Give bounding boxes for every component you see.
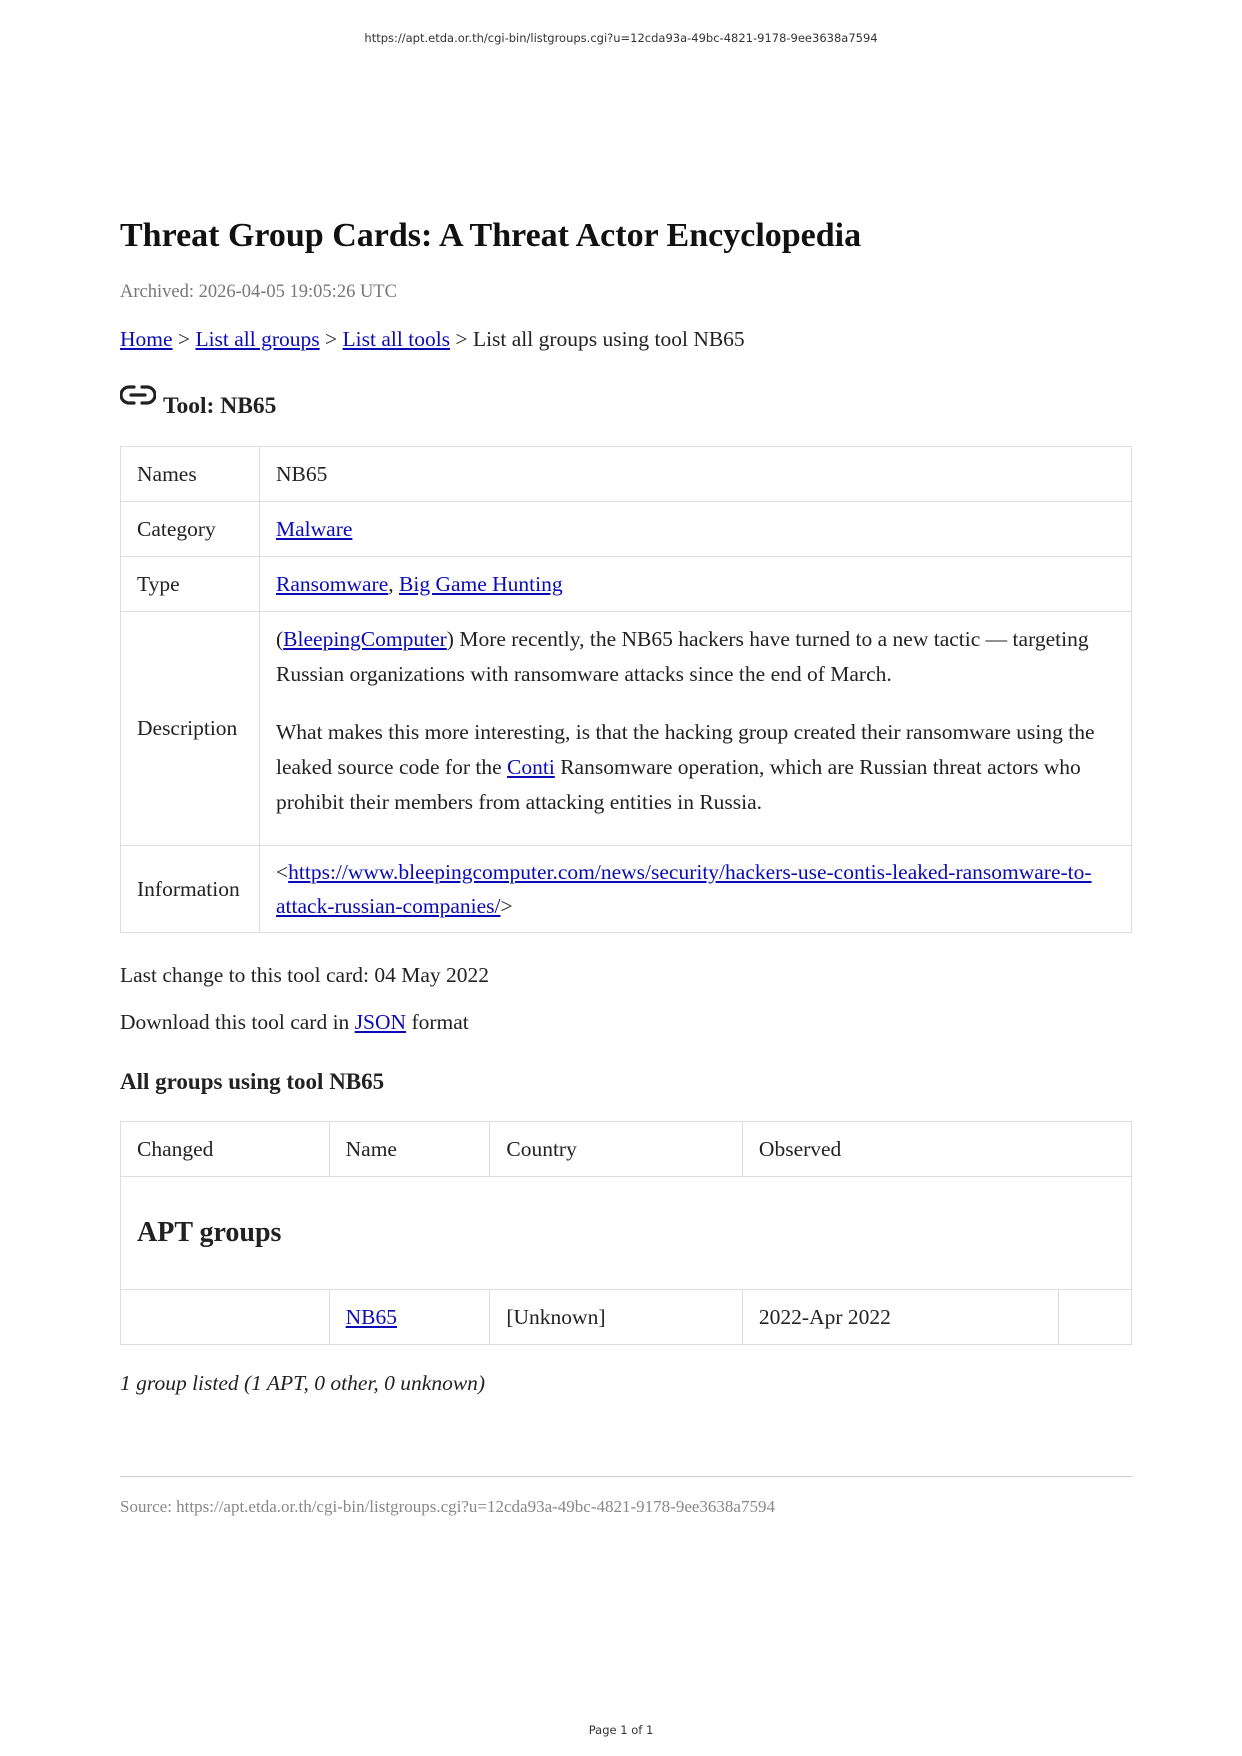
description-paragraph xyxy=(276,622,1115,692)
cell-changed xyxy=(121,1290,330,1345)
tool-heading-text: Tool: NB65 xyxy=(163,393,277,419)
breadcrumb-separator: > xyxy=(177,327,191,351)
information-value-cell xyxy=(260,846,1132,933)
description-value-cell xyxy=(260,612,1132,846)
angle-close: > xyxy=(500,894,513,918)
col-header-observed: Observed xyxy=(742,1122,1131,1177)
table-row xyxy=(121,1290,1132,1345)
bleepingcomputer-link[interactable]: BleepingComputer xyxy=(283,627,447,651)
page-title: Threat Group Cards: A Threat Actor Encyclopedia xyxy=(120,217,862,254)
print-header-url: https://apt.etda.or.th/cgi-bin/listgroups.cgi?u=12cda93a-49bc-4821-9178-9ee3638a7594 xyxy=(364,31,878,45)
breadcrumb-home-link[interactable]: Home xyxy=(120,327,173,351)
type-ransomware-link[interactable]: Ransomware xyxy=(276,571,389,596)
table-row xyxy=(121,447,1132,502)
breadcrumb-current: List all groups using tool NB65 xyxy=(472,327,745,351)
breadcrumb-all-groups-link[interactable]: List all groups xyxy=(195,327,320,351)
category-value-cell xyxy=(260,502,1132,557)
col-header-name: Name xyxy=(329,1122,490,1177)
category-malware-link[interactable]: Malware xyxy=(276,516,353,541)
paren-open: ( xyxy=(276,627,284,651)
footer-divider xyxy=(120,1476,1132,1477)
page-number: Page 1 of 1 xyxy=(588,1723,654,1737)
category-label: Category xyxy=(121,502,260,557)
group-nb65-link[interactable]: NB65 xyxy=(345,1304,398,1329)
main-content xyxy=(120,210,1132,1517)
breadcrumb-separator: > xyxy=(455,327,468,351)
table-row xyxy=(121,502,1132,557)
groups-table xyxy=(120,1121,1132,1345)
section-row xyxy=(121,1177,1132,1290)
description-text: ) More recently, the NB65 hackers have turned to a new tactic — targeting Russian organizations with ransomware attacks since the end of March. xyxy=(276,627,1089,686)
cell-name xyxy=(329,1290,490,1345)
groups-heading: All groups using tool NB65 xyxy=(120,1069,385,1094)
table-header-row xyxy=(121,1122,1132,1177)
information-label: Information xyxy=(121,846,260,933)
type-label: Type xyxy=(121,557,260,612)
archived-timestamp: Archived: 2026-04-05 19:05:26 UTC xyxy=(120,282,397,302)
breadcrumb-all-tools-link[interactable]: List all tools xyxy=(342,327,451,351)
names-value: NB65 xyxy=(260,447,1132,502)
json-download-link[interactable]: JSON xyxy=(354,1010,407,1034)
type-value-cell xyxy=(260,557,1132,612)
download-text: Download this tool card in xyxy=(120,1010,355,1034)
description-label: Description xyxy=(121,612,260,846)
table-row xyxy=(121,846,1132,933)
cell-extra xyxy=(1059,1290,1132,1345)
cell-country: [Unknown] xyxy=(490,1290,743,1345)
tool-heading xyxy=(120,380,1132,420)
information-url-link[interactable]: https://www.bleepingcomputer.com/news/security/hackers-use-contis-leaked-ransomware-to-attack-russian-companies/ xyxy=(276,860,1092,918)
col-header-changed: Changed xyxy=(121,1122,330,1177)
description-text: What makes this more interesting, is that the hacking group created their ransomware using the leaked source code for the xyxy=(276,720,1095,779)
breadcrumb-separator: > xyxy=(325,327,338,351)
conti-link[interactable]: Conti xyxy=(507,755,555,779)
link-icon xyxy=(120,382,156,408)
last-change-text: Last change to this tool card: 04 May 2022 xyxy=(120,963,490,987)
breadcrumb xyxy=(120,327,1132,352)
names-label: Names xyxy=(121,447,260,502)
angle-open: < xyxy=(276,860,289,884)
tool-info-table xyxy=(120,446,1132,933)
apt-groups-section-title: APT groups xyxy=(121,1177,1132,1290)
table-row xyxy=(121,612,1132,846)
description-text: Ransomware operation, which are Russian threat actors who prohibit their members from attacking entities in Russia. xyxy=(276,755,1081,814)
download-line xyxy=(120,1010,1132,1035)
cell-observed: 2022-Apr 2022 xyxy=(742,1290,1058,1345)
type-big-game-hunting-link[interactable]: Big Game Hunting xyxy=(399,571,563,596)
groups-summary: 1 group listed (1 APT, 0 other, 0 unknown) xyxy=(120,1371,486,1395)
col-header-country: Country xyxy=(490,1122,743,1177)
download-text: format xyxy=(406,1010,469,1034)
type-separator: , xyxy=(388,571,394,596)
description-paragraph xyxy=(276,715,1115,820)
source-url: Source: https://apt.etda.or.th/cgi-bin/listgroups.cgi?u=12cda93a-49bc-4821-9178-9ee3638a7594 xyxy=(120,1497,775,1516)
table-row xyxy=(121,557,1132,612)
